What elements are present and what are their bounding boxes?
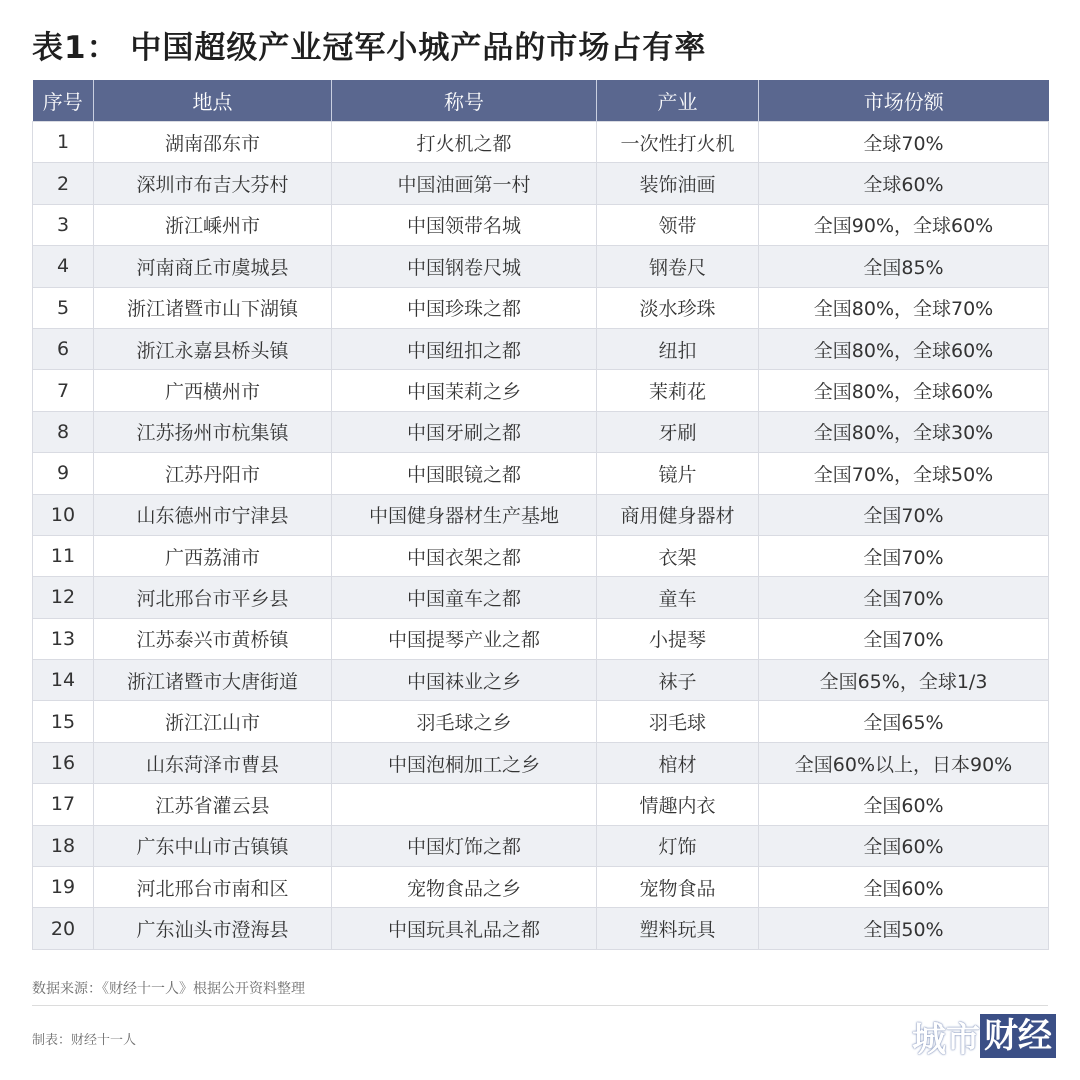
table-row	[33, 784, 1049, 825]
cell-industry: 茉莉花	[597, 370, 759, 411]
cell-industry: 淡水珍珠	[597, 287, 759, 328]
header-location: 地点	[94, 80, 332, 122]
cell-title: 中国茉莉之乡	[332, 370, 597, 411]
cell-industry: 小提琴	[597, 618, 759, 659]
cell-market-share: 全国80%，全球30%	[759, 411, 1049, 452]
cell-index: 2	[33, 163, 94, 204]
cell-index: 13	[33, 618, 94, 659]
cell-market-share: 全国60%	[759, 784, 1049, 825]
cell-title: 中国泡桐加工之乡	[332, 742, 597, 783]
cell-location: 江苏扬州市杭集镇	[94, 411, 332, 452]
cell-industry: 塑料玩具	[597, 908, 759, 949]
cell-location: 山东菏泽市曹县	[94, 742, 332, 783]
table-row	[33, 618, 1049, 659]
cell-industry: 装饰油画	[597, 163, 759, 204]
cell-industry: 羽毛球	[597, 701, 759, 742]
cell-location: 浙江江山市	[94, 701, 332, 742]
cell-title	[332, 784, 597, 825]
cell-title: 中国眼镜之都	[332, 453, 597, 494]
cell-market-share: 全国60%以上，日本90%	[759, 742, 1049, 783]
data-source-note: 数据来源：《财经十一人》根据公开资料整理	[32, 981, 305, 997]
cell-title: 中国健身器材生产基地	[332, 494, 597, 535]
table-row	[33, 825, 1049, 866]
cell-market-share: 全国70%	[759, 535, 1049, 576]
cell-market-share: 全国50%	[759, 908, 1049, 949]
cell-location: 江苏省灌云县	[94, 784, 332, 825]
cell-industry: 一次性打火机	[597, 122, 759, 163]
cell-title: 中国珍珠之都	[332, 287, 597, 328]
cell-industry: 衣架	[597, 535, 759, 576]
cell-market-share: 全国60%	[759, 867, 1049, 908]
cell-title: 中国提琴产业之都	[332, 618, 597, 659]
table-row	[33, 204, 1049, 245]
cell-industry: 棺材	[597, 742, 759, 783]
cell-title: 中国钢卷尺城	[332, 246, 597, 287]
cell-industry: 情趣内衣	[597, 784, 759, 825]
cell-location: 广东汕头市澄海县	[94, 908, 332, 949]
cell-location: 浙江诸暨市大唐街道	[94, 660, 332, 701]
market-share-table	[32, 80, 1049, 950]
table-row	[33, 494, 1049, 535]
watermark-text-light: 城市	[912, 1019, 980, 1060]
cell-index: 6	[33, 328, 94, 369]
cell-market-share: 全国90%，全球60%	[759, 204, 1049, 245]
header-industry: 产业	[597, 80, 759, 122]
header-title: 称号	[332, 80, 597, 122]
cell-index: 3	[33, 204, 94, 245]
cell-location: 广西横州市	[94, 370, 332, 411]
cell-industry: 袜子	[597, 660, 759, 701]
cell-title: 中国灯饰之都	[332, 825, 597, 866]
cell-location: 江苏泰兴市黄桥镇	[94, 618, 332, 659]
cell-industry: 领带	[597, 204, 759, 245]
table-row	[33, 867, 1049, 908]
cell-industry: 纽扣	[597, 328, 759, 369]
cell-index: 11	[33, 535, 94, 576]
cell-location: 广西荔浦市	[94, 535, 332, 576]
cell-market-share: 全国70%，全球50%	[759, 453, 1049, 494]
cell-index: 1	[33, 122, 94, 163]
cell-industry: 灯饰	[597, 825, 759, 866]
footer-divider	[32, 1005, 1048, 1006]
table-row	[33, 122, 1049, 163]
cell-market-share: 全国70%	[759, 577, 1049, 618]
table-row	[33, 453, 1049, 494]
table-row	[33, 908, 1049, 949]
cell-index: 9	[33, 453, 94, 494]
cell-location: 河北邢台市南和区	[94, 867, 332, 908]
cell-index: 8	[33, 411, 94, 452]
cell-market-share: 全国80%，全球60%	[759, 328, 1049, 369]
watermark-logo	[912, 1014, 1056, 1058]
cell-title: 宠物食品之乡	[332, 867, 597, 908]
cell-market-share: 全国65%	[759, 701, 1049, 742]
cell-index: 7	[33, 370, 94, 411]
cell-index: 14	[33, 660, 94, 701]
table-row	[33, 742, 1049, 783]
table-title: 表1： 中国超级产业冠军小城产品的市场占有率	[32, 30, 707, 66]
cell-location: 浙江永嘉县桥头镇	[94, 328, 332, 369]
cell-index: 5	[33, 287, 94, 328]
cell-market-share: 全国70%	[759, 494, 1049, 535]
table-row	[33, 287, 1049, 328]
cell-title: 中国袜业之乡	[332, 660, 597, 701]
cell-industry: 童车	[597, 577, 759, 618]
cell-title: 中国玩具礼品之都	[332, 908, 597, 949]
cell-title: 中国领带名城	[332, 204, 597, 245]
header-market-share: 市场份额	[759, 80, 1049, 122]
cell-title: 中国童车之都	[332, 577, 597, 618]
data-table-container	[32, 80, 1048, 950]
cell-index: 19	[33, 867, 94, 908]
header-index: 序号	[33, 80, 94, 122]
cell-market-share: 全国70%	[759, 618, 1049, 659]
cell-location: 深圳市布吉大芬村	[94, 163, 332, 204]
table-row	[33, 701, 1049, 742]
cell-index: 4	[33, 246, 94, 287]
cell-market-share: 全球70%	[759, 122, 1049, 163]
cell-title: 羽毛球之乡	[332, 701, 597, 742]
cell-title: 中国纽扣之都	[332, 328, 597, 369]
table-row	[33, 246, 1049, 287]
cell-title: 打火机之都	[332, 122, 597, 163]
watermark-text-dark: 财经	[980, 1014, 1056, 1058]
table-row	[33, 535, 1049, 576]
cell-location: 河北邢台市平乡县	[94, 577, 332, 618]
cell-market-share: 全国65%，全球1/3	[759, 660, 1049, 701]
table-row	[33, 577, 1049, 618]
table-header-row	[33, 80, 1049, 122]
cell-index: 20	[33, 908, 94, 949]
cell-market-share: 全国60%	[759, 825, 1049, 866]
cell-location: 浙江诸暨市山下湖镇	[94, 287, 332, 328]
table-row	[33, 163, 1049, 204]
cell-location: 浙江嵊州市	[94, 204, 332, 245]
cell-industry: 钢卷尺	[597, 246, 759, 287]
cell-index: 16	[33, 742, 94, 783]
cell-location: 湖南邵东市	[94, 122, 332, 163]
table-maker-note: 制表：财经十一人	[32, 1033, 137, 1048]
cell-index: 18	[33, 825, 94, 866]
cell-index: 15	[33, 701, 94, 742]
cell-location: 河南商丘市虞城县	[94, 246, 332, 287]
cell-industry: 宠物食品	[597, 867, 759, 908]
table-body	[33, 122, 1049, 950]
cell-industry: 商用健身器材	[597, 494, 759, 535]
table-row	[33, 370, 1049, 411]
table-row	[33, 660, 1049, 701]
cell-market-share: 全国80%，全球60%	[759, 370, 1049, 411]
cell-industry: 牙刷	[597, 411, 759, 452]
table-row	[33, 411, 1049, 452]
cell-index: 12	[33, 577, 94, 618]
cell-industry: 镜片	[597, 453, 759, 494]
cell-title: 中国衣架之都	[332, 535, 597, 576]
cell-location: 广东中山市古镇镇	[94, 825, 332, 866]
cell-market-share: 全国85%	[759, 246, 1049, 287]
table-row	[33, 328, 1049, 369]
cell-market-share: 全国80%，全球70%	[759, 287, 1049, 328]
cell-location: 山东德州市宁津县	[94, 494, 332, 535]
cell-title: 中国油画第一村	[332, 163, 597, 204]
cell-market-share: 全球60%	[759, 163, 1049, 204]
cell-index: 17	[33, 784, 94, 825]
cell-location: 江苏丹阳市	[94, 453, 332, 494]
cell-index: 10	[33, 494, 94, 535]
cell-title: 中国牙刷之都	[332, 411, 597, 452]
